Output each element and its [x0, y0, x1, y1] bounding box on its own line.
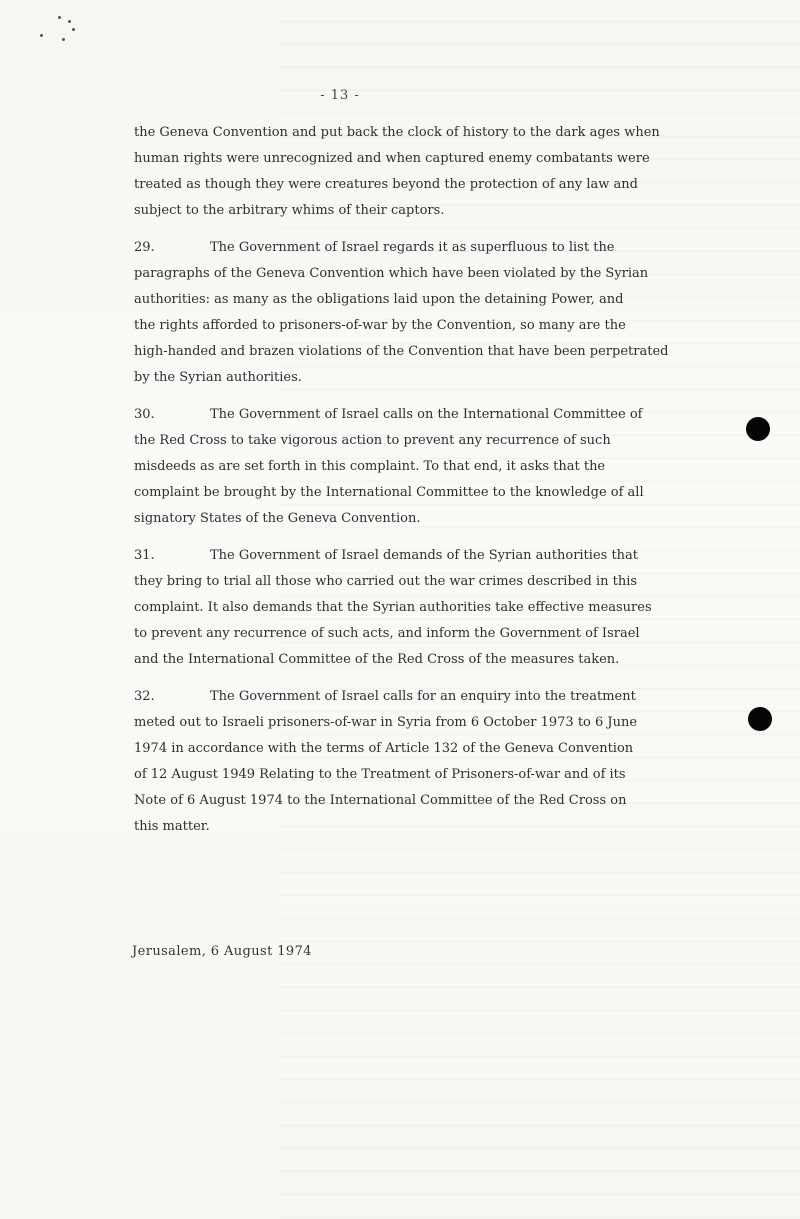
- text-line: meted out to Israeli prisoners-of-war in Syria from 6 October 1973 to 6 June: [134, 715, 638, 730]
- text-line: this matter.: [134, 819, 210, 834]
- text-line-content: The Government of Israel calls on the International Committee of: [210, 407, 643, 422]
- place-date-signoff: Jerusalem, 6 August 1974: [132, 944, 312, 959]
- text-line: [134, 235, 714, 261]
- text-line-content: The Government of Israel calls for an enquiry into the treatment: [210, 689, 636, 704]
- text-line: high-handed and brazen violations of the Convention that have been perpetrated: [134, 344, 669, 359]
- text-line: to prevent any recurrence of such acts, and inform the Government of Israel: [134, 626, 640, 641]
- text-line: subject to the arbitrary whims of their captors.: [134, 203, 445, 218]
- text-line: and the International Committee of the Red Cross of the measures taken.: [134, 652, 620, 667]
- text-line: paragraphs of the Geneva Convention which have been violated by the Syrian: [134, 266, 649, 281]
- text-line: misdeeds as are set forth in this complaint. To that end, it asks that the: [134, 459, 606, 474]
- text-line: signatory States of the Geneva Convention.: [134, 511, 421, 526]
- text-line: the Geneva Convention and put back the clock of history to the dark ages when: [134, 125, 660, 140]
- text-line: by the Syrian authorities.: [134, 370, 302, 385]
- paragraph-number: 31.: [134, 548, 155, 563]
- paper-specks: [10, 10, 80, 50]
- text-line: complaint. It also demands that the Syrian authorities take effective measures: [134, 600, 652, 615]
- text-line: treated as though they were creatures beyond the protection of any law and: [134, 177, 638, 192]
- binder-hole-icon: [748, 707, 772, 731]
- paragraph-continued: [134, 120, 714, 224]
- paragraph-number: 30.: [134, 407, 155, 422]
- text-line: [134, 402, 714, 428]
- text-line: complaint be brought by the International Committee to the knowledge of all: [134, 485, 644, 500]
- paragraph-32: [134, 684, 714, 840]
- paragraph-number: 29.: [134, 240, 155, 255]
- text-line: the rights afforded to prisoners-of-war by the Convention, so many are the: [134, 318, 626, 333]
- text-line: authorities: as many as the obligations laid upon the detaining Power, and: [134, 292, 624, 307]
- binder-hole-icon: [746, 417, 770, 441]
- document-body: [134, 120, 714, 851]
- text-line: of 12 August 1949 Relating to the Treatment of Prisoners-of-war and of its: [134, 767, 626, 782]
- text-line: 1974 in accordance with the terms of Article 132 of the Geneva Convention: [134, 741, 634, 756]
- text-line: they bring to trial all those who carried out the war crimes described in this: [134, 574, 638, 589]
- text-line-content: The Government of Israel demands of the Syrian authorities that: [210, 548, 639, 563]
- text-line: Note of 6 August 1974 to the International Committee of the Red Cross on: [134, 793, 627, 808]
- text-line-content: The Government of Israel regards it as superfluous to list the: [210, 240, 615, 255]
- text-line: human rights were unrecognized and when captured enemy combatants were: [134, 151, 650, 166]
- text-line: [134, 543, 714, 569]
- paragraph-30: [134, 402, 714, 532]
- text-line: the Red Cross to take vigorous action to prevent any recurrence of such: [134, 433, 611, 448]
- text-line: [134, 684, 714, 710]
- page-number: - 13 -: [320, 88, 360, 103]
- paragraph-29: [134, 235, 714, 391]
- paragraph-31: [134, 543, 714, 673]
- paragraph-number: 32.: [134, 689, 155, 704]
